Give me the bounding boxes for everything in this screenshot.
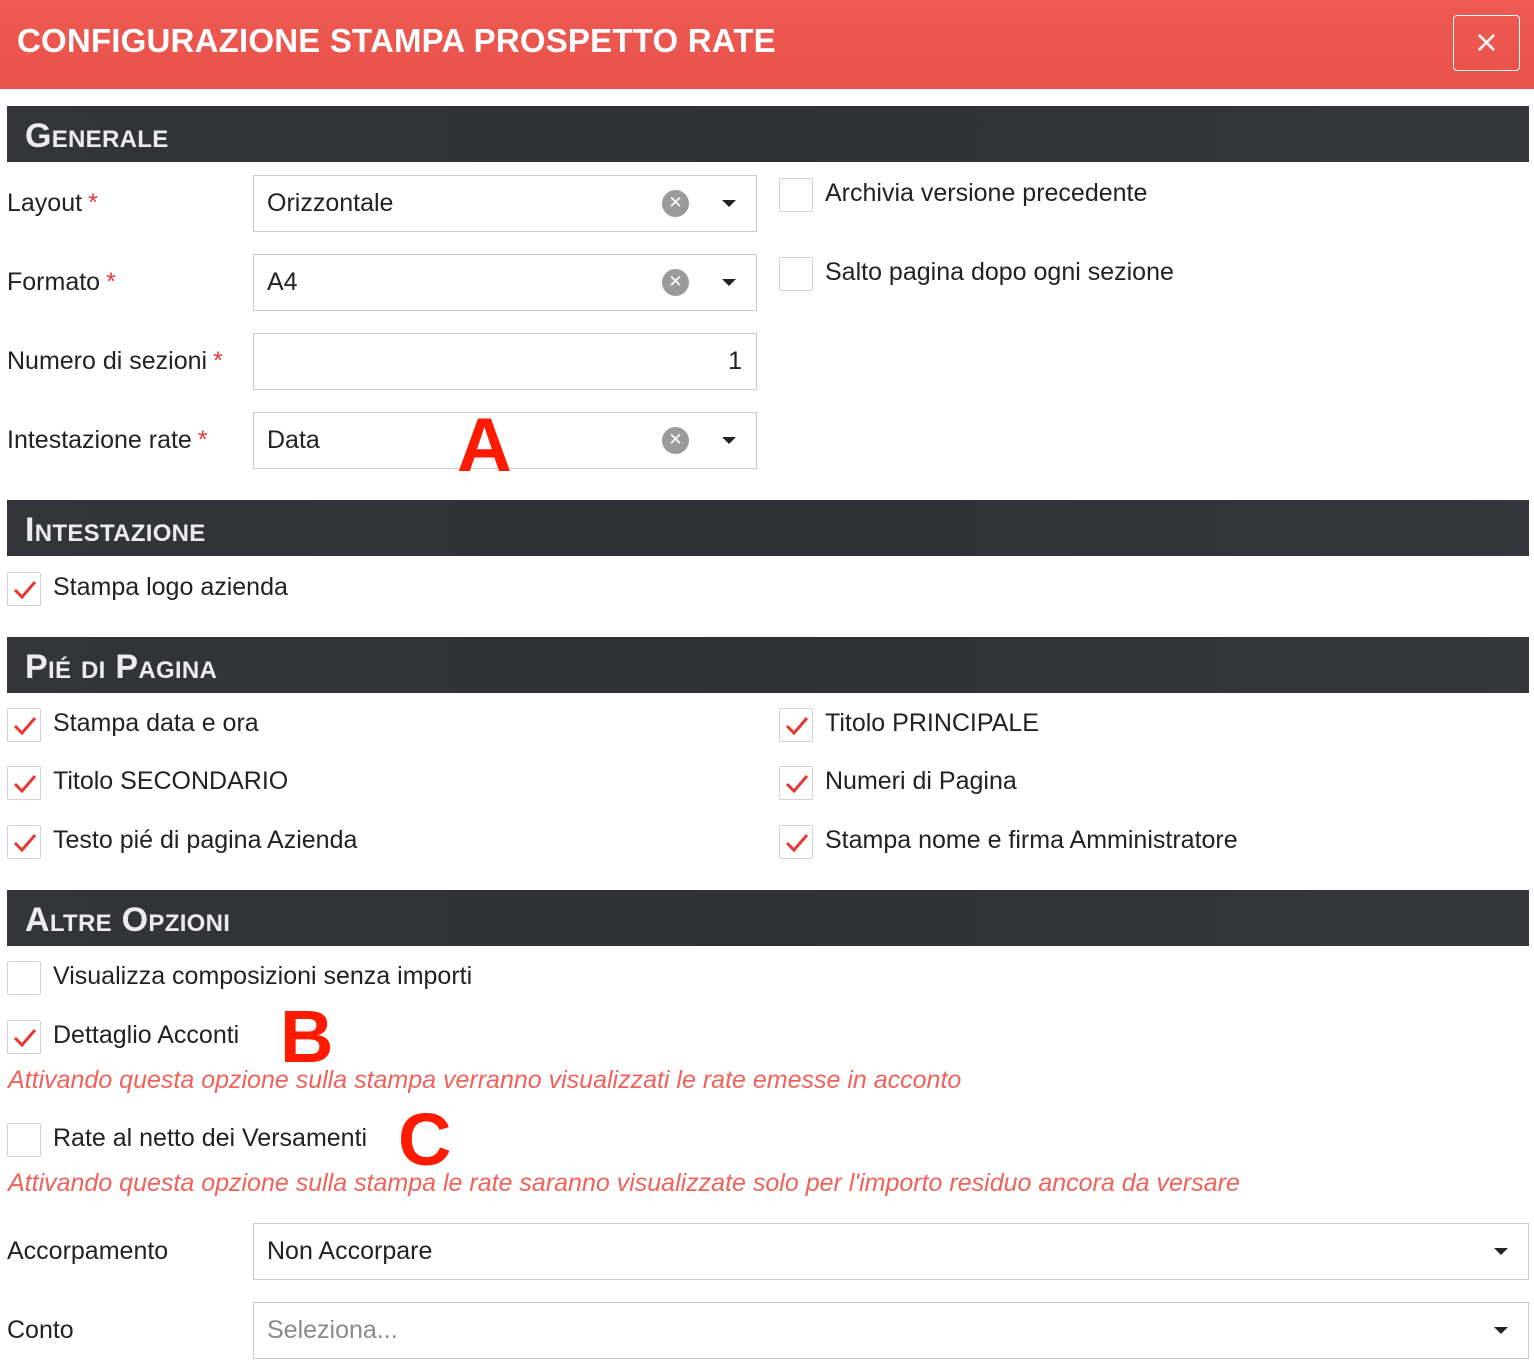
close-button[interactable] xyxy=(1453,15,1520,71)
checkbox-box[interactable] xyxy=(7,1020,41,1054)
checkbox-box[interactable] xyxy=(7,766,41,800)
intestazione-rate-value: Data xyxy=(267,426,320,454)
rate-netto-versamenti-hint: Attivando questa opzione sulla stampa le rate saranno visualizzate solo per l'importo residuo ancora da versare xyxy=(8,1169,1240,1197)
chevron-down-icon[interactable] xyxy=(1494,1327,1508,1334)
section-title-generale: Generale xyxy=(25,117,169,155)
checkmark-icon xyxy=(13,1027,37,1049)
checkbox-box[interactable] xyxy=(779,825,813,859)
chevron-down-icon[interactable] xyxy=(1494,1248,1508,1255)
checkbox-box[interactable] xyxy=(779,708,813,742)
composizioni-senza-importi-label: Visualizza composizioni senza importi xyxy=(53,962,473,990)
section-title-pie-di-pagina: Pié di Pagina xyxy=(25,648,218,686)
checkbox-box[interactable] xyxy=(7,1123,41,1157)
chevron-down-icon[interactable] xyxy=(722,437,736,444)
section-header-altre-opzioni xyxy=(7,890,1529,946)
formato-select[interactable] xyxy=(253,254,757,311)
dettaglio-acconti-hint: Attivando questa opzione sulla stampa verranno visualizzati le rate emesse in acconto xyxy=(8,1066,962,1094)
formato-label: Formato * xyxy=(7,268,116,296)
clear-icon[interactable]: ✕ xyxy=(662,190,689,217)
salto-pagina-label: Salto pagina dopo ogni sezione xyxy=(825,258,1174,286)
checkbox-box[interactable] xyxy=(7,825,41,859)
required-mark: * xyxy=(213,347,223,375)
required-mark: * xyxy=(106,268,116,296)
layout-select-value: Orizzontale xyxy=(267,189,394,217)
layout-select[interactable] xyxy=(253,175,757,232)
rate-netto-versamenti-label: Rate al netto dei Versamenti xyxy=(53,1124,368,1152)
titolo-principale-label: Titolo PRINCIPALE xyxy=(825,709,1039,737)
conto-select[interactable] xyxy=(253,1302,1529,1359)
conto-placeholder: Seleziona... xyxy=(267,1316,398,1344)
numero-sezioni-input[interactable] xyxy=(253,333,757,390)
section-title-intestazione: Intestazione xyxy=(25,511,206,549)
testo-pie-azienda-label: Testo pié di pagina Azienda xyxy=(53,826,358,854)
section-header-intestazione xyxy=(7,500,1529,556)
checkbox-box[interactable] xyxy=(7,708,41,742)
firma-amministratore-label: Stampa nome e firma Amministratore xyxy=(825,826,1238,854)
clear-icon[interactable]: ✕ xyxy=(662,427,689,454)
required-mark: * xyxy=(88,189,98,217)
checkmark-icon xyxy=(13,832,37,854)
clear-icon[interactable]: ✕ xyxy=(662,269,689,296)
annotation-marker-b: B xyxy=(280,995,334,1078)
section-header-generale xyxy=(7,106,1529,162)
checkbox-box[interactable] xyxy=(779,257,813,291)
checkmark-icon xyxy=(785,832,809,854)
checkmark-icon xyxy=(13,715,37,737)
layout-label: Layout * xyxy=(7,189,98,217)
checkmark-icon xyxy=(785,715,809,737)
stampa-data-ora-label: Stampa data e ora xyxy=(53,709,259,737)
checkmark-icon xyxy=(13,579,37,601)
checkmark-icon xyxy=(785,773,809,795)
checkbox-box[interactable] xyxy=(7,572,41,606)
checkmark-icon xyxy=(13,773,37,795)
dialog-header xyxy=(0,0,1534,89)
accorpamento-label: Accorpamento xyxy=(7,1237,169,1265)
checkbox-box[interactable] xyxy=(779,178,813,212)
numeri-pagina-label: Numeri di Pagina xyxy=(825,767,1017,795)
chevron-down-icon[interactable] xyxy=(722,200,736,207)
stampa-logo-label: Stampa logo azienda xyxy=(53,573,288,601)
annotation-marker-c: C xyxy=(398,1098,452,1181)
chevron-down-icon[interactable] xyxy=(722,279,736,286)
formato-select-value: A4 xyxy=(267,268,298,296)
intestazione-rate-label: Intestazione rate * xyxy=(7,426,208,454)
numero-sezioni-value: 1 xyxy=(728,347,742,375)
dettaglio-acconti-label: Dettaglio Acconti xyxy=(53,1021,240,1049)
close-icon: × xyxy=(1473,25,1500,60)
dialog-title: CONFIGURAZIONE STAMPA PROSPETTO RATE xyxy=(17,22,776,59)
checkbox-box[interactable] xyxy=(779,766,813,800)
conto-label: Conto xyxy=(7,1316,74,1344)
numero-sezioni-label: Numero di sezioni * xyxy=(7,347,223,375)
accorpamento-select[interactable] xyxy=(253,1223,1529,1280)
annotation-marker-a: A xyxy=(457,403,512,488)
required-mark: * xyxy=(197,426,208,454)
checkbox-box[interactable] xyxy=(7,961,41,995)
accorpamento-value: Non Accorpare xyxy=(267,1237,433,1265)
archivia-versione-label: Archivia versione precedente xyxy=(825,179,1148,207)
section-header-pie-di-pagina xyxy=(7,637,1529,693)
section-title-altre-opzioni: Altre Opzioni xyxy=(25,901,231,939)
titolo-secondario-label: Titolo SECONDARIO xyxy=(53,767,289,795)
